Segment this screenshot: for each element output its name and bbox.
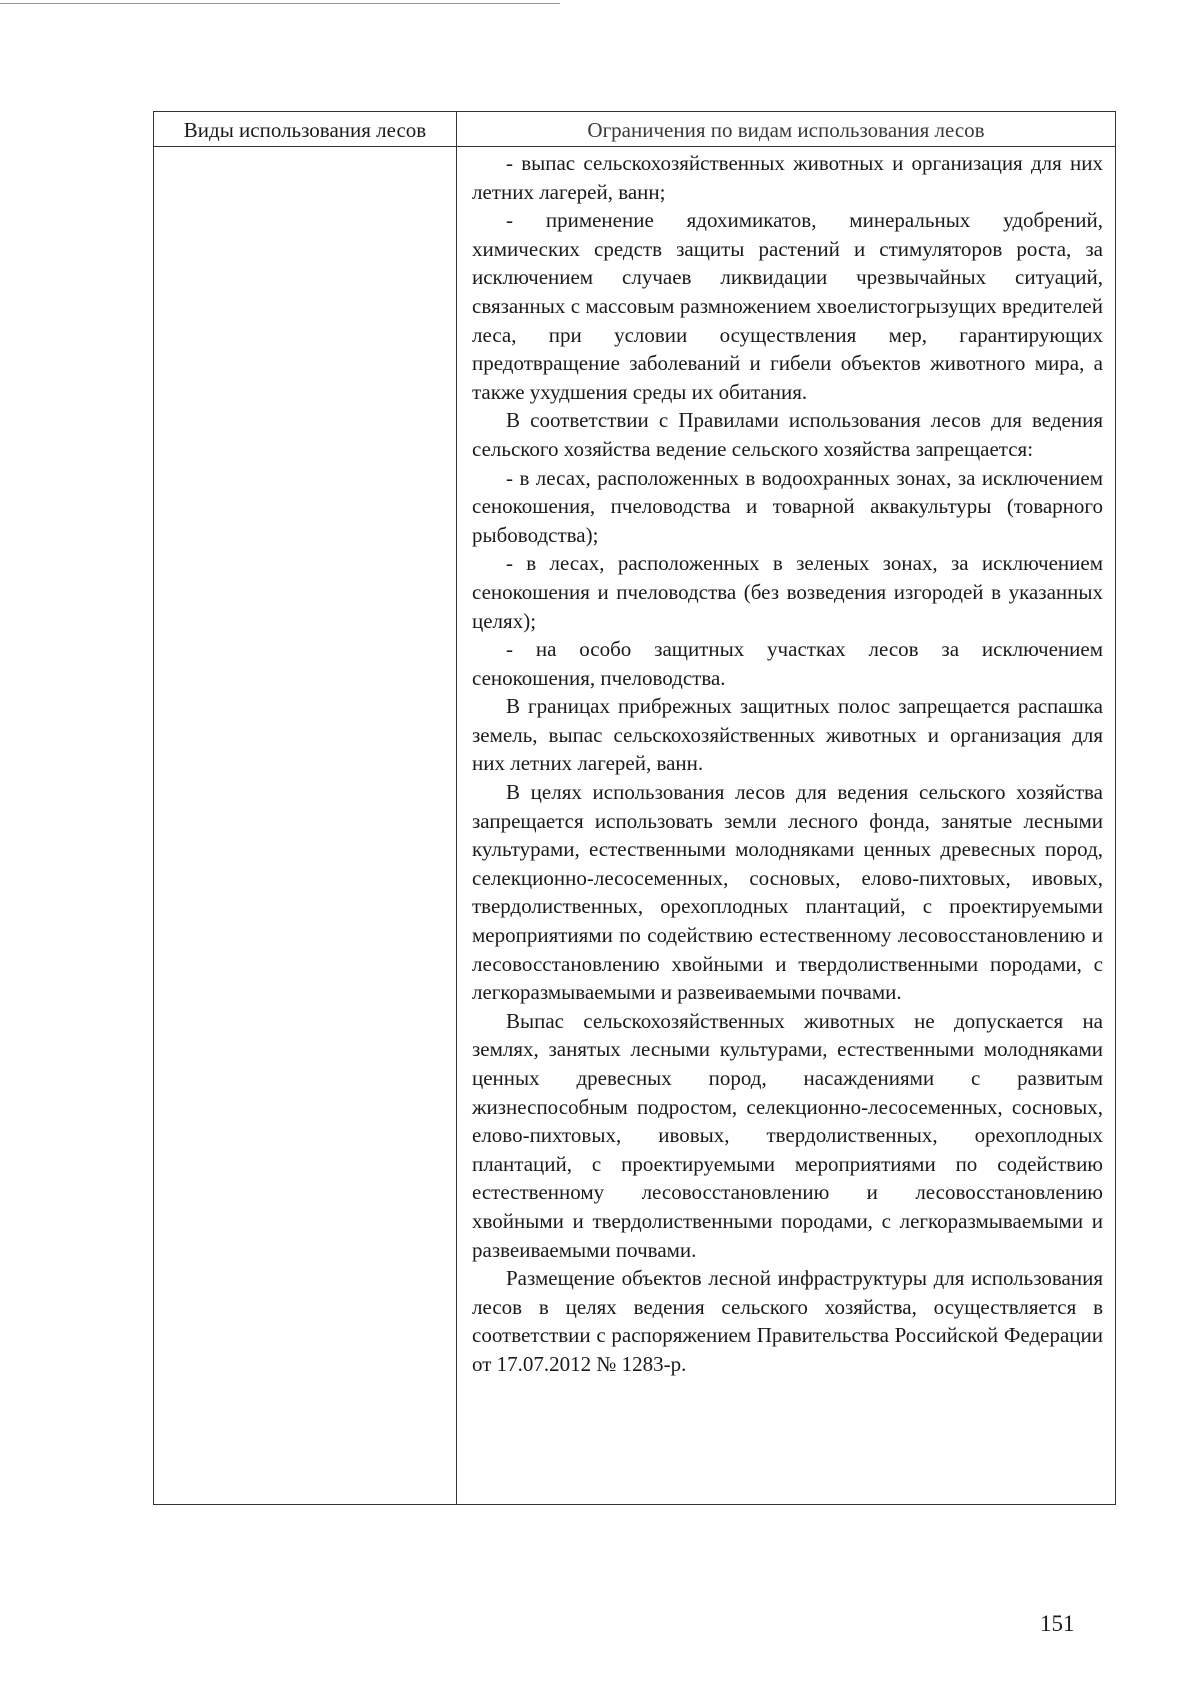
page-number: 151 xyxy=(1040,1611,1075,1636)
restrictions-cell xyxy=(472,149,1103,1379)
restriction-paragraph: В границах прибрежных защитных полос запрещается распашка земель, выпас сельскохозяйственных животных и организация для них летних лагерей, ванн. xyxy=(472,694,1103,776)
header-forest-use-types: Виды использования лесов xyxy=(183,118,427,142)
header-use-restrictions: Ограничения по видам использования лесов xyxy=(587,118,985,142)
restrictions-table xyxy=(153,111,1116,1505)
restriction-paragraph: - в лесах, расположенных в водоохранных зонах, за исключением сенокошения, пчеловодства и товарной аквакультуры (товарного рыбоводства); xyxy=(472,465,1103,547)
top-scan-line xyxy=(0,3,560,4)
table-header-row xyxy=(154,112,1115,147)
column-divider xyxy=(456,112,457,1504)
restriction-paragraph: - на особо защитных участках лесов за исключением сенокошения, пчеловодства. xyxy=(472,637,1103,690)
restriction-paragraph: В соответствии с Правилами использования лесов для ведения сельского хозяйства ведение сельского хозяйства запрещается: xyxy=(472,408,1103,461)
restriction-paragraph: - применение ядохимикатов, минеральных удобрений, химических средств защиты растений и стимуляторов роста, за исключением случаев ликвидации чрезвычайных ситуаций, связанных с массовым размножением хвоелистогрызущих вредителей леса, при условии осуществления мер, гарантирующих предотвращение заболеваний и гибели объектов животного мира, а также ухудшения среды их обитания. xyxy=(472,208,1103,404)
restriction-paragraph: - в лесах, расположенных в зеленых зонах, за исключением сенокошения и пчеловодства (без возведения изгородей в указанных целях); xyxy=(472,551,1103,633)
restriction-paragraph: В целях использования лесов для ведения сельского хозяйства запрещается использовать земли лесного фонда, занятые лесными культурами, естественными молодняками ценных древесных пород, селекционно-лесосеменных, сосновых, елово-пихтовых, ивовых, твердолиственных, орехоплодных плантаций, с проектируемыми мероприятиями по содействию естественному лесовосстановлению и лесовосстановлению хвойными и твердолиственными породами, с легкоразмываемыми и развеиваемыми почвами. xyxy=(472,780,1103,1005)
restriction-paragraph: - выпас сельскохозяйственных животных и организация для них летних лагерей, ванн; xyxy=(472,151,1103,204)
restriction-paragraph: Выпас сельскохозяйственных животных не допускается на землях, занятых лесными культурами, естественными молодняками ценных древесных пород, насаждениями с развитым жизнеспособным подростом, селекционно-лесосеменных, сосновых, елово-пихтовых, ивовых, твердолиственных, орехоплодных плантаций, с проектируемыми мероприятиями по содействию естественному лесовосстановлению и лесовосстановлению хвойными и твердолиственными породами, с легкоразмываемыми и развеиваемыми почвами. xyxy=(472,1008,1103,1262)
restriction-paragraph: Размещение объектов лесной инфраструктуры для использования лесов в целях ведения сельского хозяйства, осуществляется в соответствии с распоряжением Правительства Российской Федерации от 17.07.2012 № 1283-р. xyxy=(472,1266,1103,1376)
